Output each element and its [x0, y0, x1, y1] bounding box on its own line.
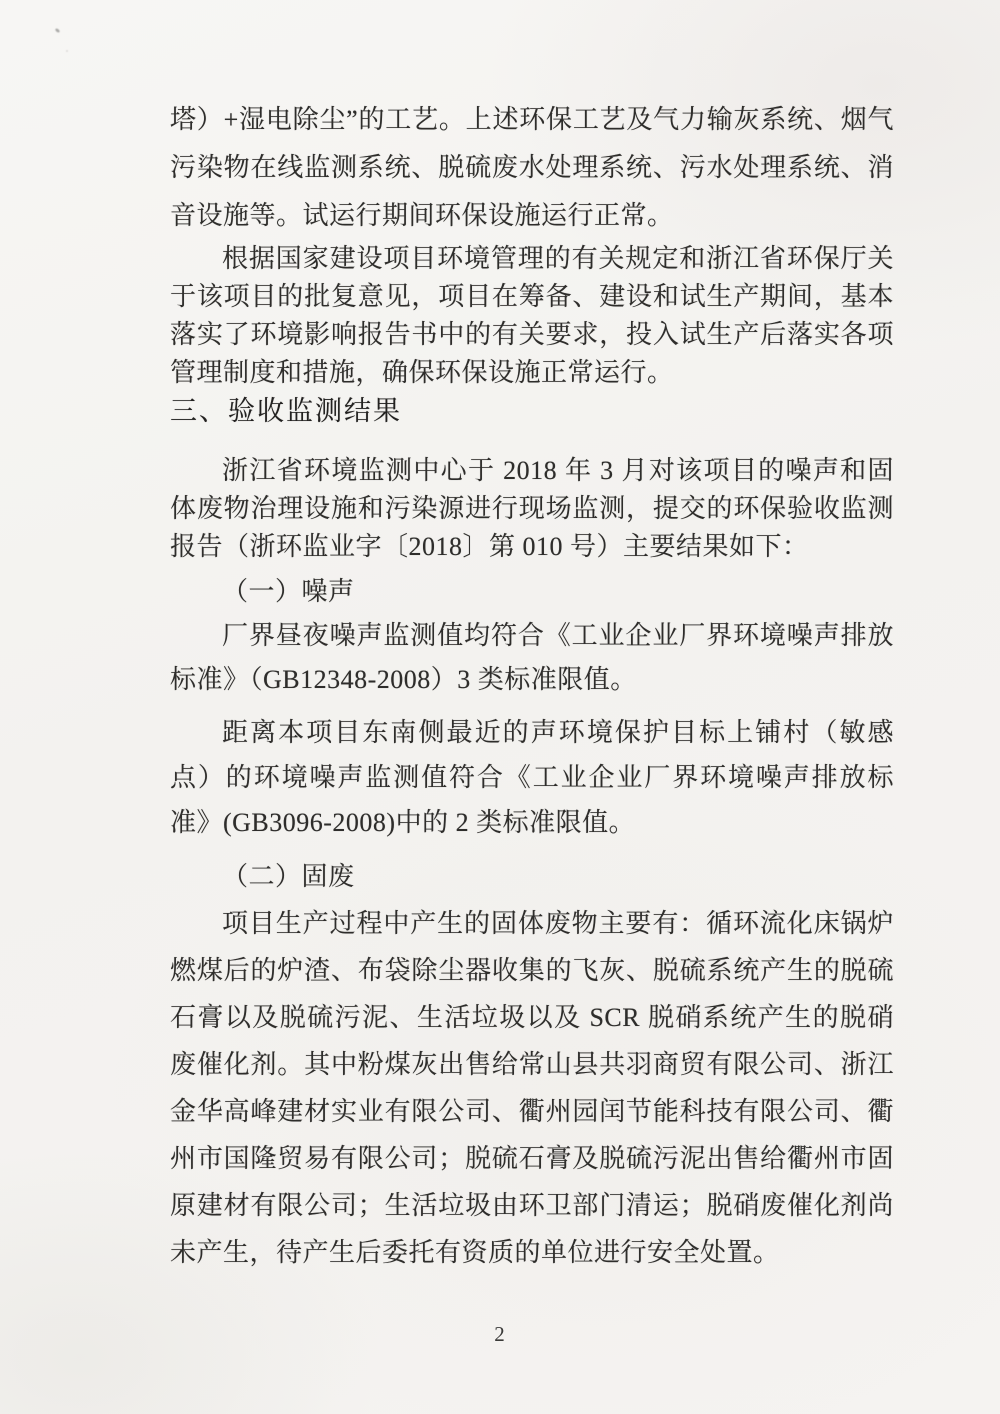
paragraph-process-continuation: 塔）+湿电除尘”的工艺。上述环保工艺及气力输灰系统、烟气污染物在线监测系统、脱硫废水处理系统、污水处理系统、消音设施等。试运行期间环保设施运行正常。 — [170, 105, 894, 230]
paragraph-monitoring-overview: 浙江省环境监测中心于 2018 年 3 月对该项目的噪声和固体废物治理设施和污染源进行现场监测，提交的环保验收监测报告（浙环监业字〔2018〕第 010 号）主要结果如下： — [170, 456, 894, 561]
subheading-solid-waste: （二）固废 — [222, 862, 355, 891]
section-heading-acceptance-monitoring-results: 三、验收监测结果 — [170, 396, 402, 427]
document-body — [170, 96, 894, 1276]
page-number: 2 — [494, 1322, 506, 1346]
scan-speck — [66, 50, 68, 52]
subheading-noise: （一）噪声 — [222, 577, 355, 606]
paragraph-noise-sensitive-point: 距离本项目东南侧最近的声环境保护目标上铺村（敏感点）的环境噪声监测值符合《工业企业厂界环境噪声排放标准》(GB3096-2008)中的 2 类标准限值。 — [170, 718, 894, 837]
paragraph-noise-boundary: 厂界昼夜噪声监测值均符合《工业企业厂界环境噪声排放标准》（GB12348-2008）3 类标准限值。 — [170, 621, 894, 694]
paragraph-management-implementation: 根据国家建设项目环境管理的有关规定和浙江省环保厅关于该项目的批复意见，项目在筹备、建设和试生产期间，基本落实了环境影响报告书中的有关要求，投入试生产后落实各项管理制度和措施，确保环保设施正常运行。 — [170, 244, 894, 387]
paragraph-solid-waste: 项目生产过程中产生的固体废物主要有：循环流化床锅炉燃煤后的炉渣、布袋除尘器收集的飞灰、脱硫系统产生的脱硫石膏以及脱硫污泥、生活垃圾以及 SCR 脱硝系统产生的脱硝废催化剂。其中粉煤灰出售给常山县共羽商贸有限公司、浙江金华高峰建材实业有限公司、衢州园闰节能科技有限公司、衢州市国隆贸易有限公司；脱硫石膏及脱硫污泥出售给衢州市固原建材有限公司；生活垃圾由环卫部门清运；脱硝废催化剂尚未产生，待产生后委托有资质的单位进行安全处置。 — [170, 909, 894, 1267]
scan-speck — [55, 28, 61, 34]
